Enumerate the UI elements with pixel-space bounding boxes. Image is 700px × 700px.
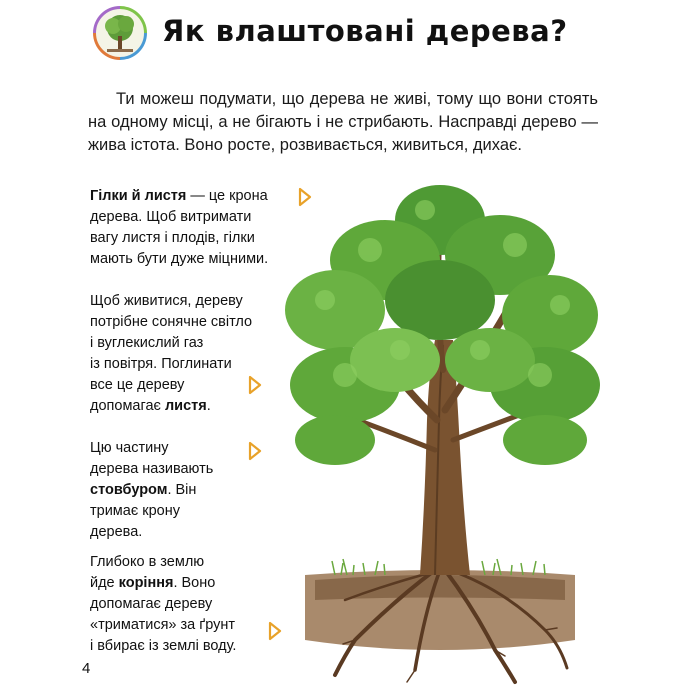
block-line: мають бути дуже міцними. bbox=[90, 251, 269, 267]
triangle-pointer-icon bbox=[248, 375, 262, 395]
block-line: йде коріння. Воно bbox=[90, 575, 216, 591]
text-block-roots bbox=[90, 552, 236, 657]
block-line: все це дереву bbox=[90, 377, 185, 393]
block-line: дерева називають bbox=[90, 461, 214, 477]
block-line: і вуглекислий газ bbox=[90, 335, 204, 351]
block-line: тримає крону bbox=[90, 503, 180, 519]
block-line: допомагає листя. bbox=[90, 398, 211, 414]
block-line: Щоб живитися, дереву bbox=[90, 293, 243, 309]
block-line: «триматися» за ґрунт bbox=[90, 617, 236, 633]
page-number: 4 bbox=[82, 660, 91, 677]
block-line: вагу листя і плодів, гілки bbox=[90, 230, 255, 246]
block-line: із повітря. Поглинати bbox=[90, 356, 232, 372]
text-block-branches bbox=[90, 186, 268, 270]
block-line: потрібне сонячне світло bbox=[90, 314, 253, 330]
text-block-trunk bbox=[90, 438, 213, 543]
tree-thumbnail-icon bbox=[93, 6, 147, 60]
text-block-leaves bbox=[90, 291, 252, 417]
tree-illustration bbox=[275, 170, 605, 690]
block-line: Глибоко в землю bbox=[90, 554, 205, 570]
block-line: і вбирає із землі воду. bbox=[90, 638, 237, 654]
block-line: стовбуром. Він bbox=[90, 482, 197, 498]
block-line: допомагає дереву bbox=[90, 596, 213, 612]
triangle-pointer-icon bbox=[248, 441, 262, 461]
intro-text: Ти можеш подумати, що дерева не живі, тому що вони стоять на одному місці, а не бігають і не стрибають. Насправді дерево — жива істота. Воно росте, розвивається, живиться, дихає. bbox=[88, 90, 598, 154]
block-line: дерева. bbox=[90, 524, 143, 540]
block-line: Цю частину bbox=[90, 440, 169, 456]
page-title: Як влаштовані дерева? bbox=[162, 14, 568, 48]
block-line: Гілки й листя — це крона bbox=[90, 188, 268, 204]
intro-paragraph bbox=[88, 88, 598, 157]
block-line: дерева. Щоб витримати bbox=[90, 209, 252, 225]
